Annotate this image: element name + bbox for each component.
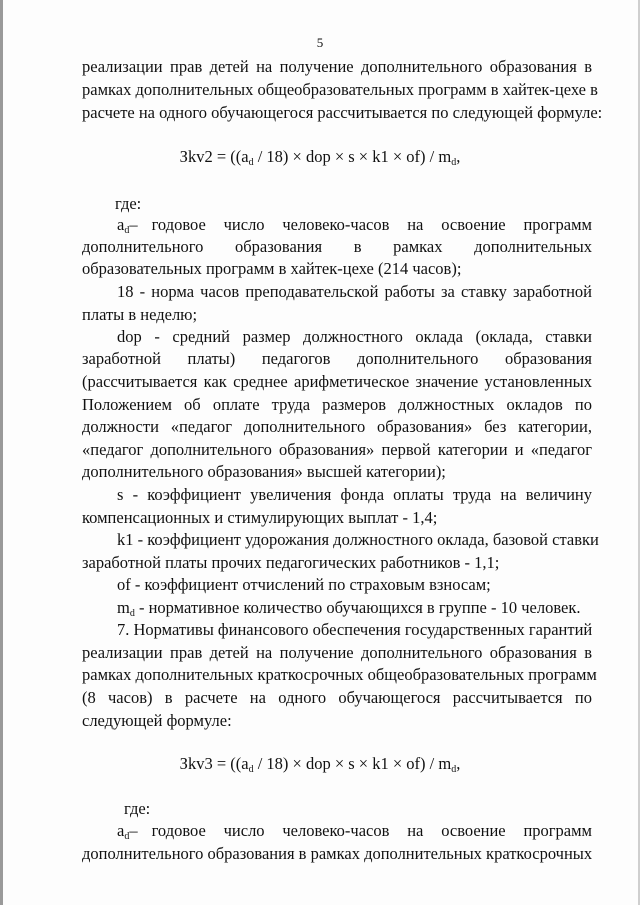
formula-zkv2-end: , (456, 147, 461, 166)
dash: – (129, 215, 138, 234)
text-line: дополнительного образования в рамках дополнительных (82, 237, 592, 256)
definition-ad-text: годовое число человеко-часов на освоение программ (151, 821, 592, 840)
text-line: компенсационных и стимулирующих выплат - 1,4; (82, 508, 438, 527)
definition-18: 18 - норма часов преподавательской работы за ставку заработной (117, 282, 592, 301)
text-line: дополнительного образования» высшей категории); (82, 462, 446, 481)
definition-of: of - коэффициент отчислений по страховым взносам; (117, 575, 491, 594)
formula-zkv3-sub-a: d (248, 764, 254, 775)
formula-zkv2-sub-a: d (248, 157, 254, 168)
text-line: заработной платы прочих педагогических работников - 1,1; (82, 553, 500, 572)
text-line: рамках дополнительных общеобразовательных программ в хайтек-цехе в (82, 80, 598, 99)
formula-zkv2-sub-m: d (451, 157, 457, 168)
symbol-ad: $a_d$ (117, 821, 130, 842)
definition-ad-2 (117, 820, 592, 842)
text-line: реализации прав детей на получение дополнительного образования в (82, 57, 592, 76)
text-line: реализации прав детей на получение дополнительного образования в (82, 643, 592, 662)
definition-md-text: - нормативное количество обучающихся в группе - 10 человек. (138, 598, 581, 617)
formula-zkv2 (0, 146, 640, 168)
page-number: 5 (316, 35, 324, 50)
definition-s: s - коэффициент увеличения фонда оплаты труда на величину (117, 485, 592, 504)
symbol-md-sub: d (129, 608, 135, 619)
formula-zkv3 (0, 753, 640, 775)
definition-ad-text: годовое число человеко-часов на освоение программ (151, 215, 592, 234)
text-line: (рассчитывается как среднее арифметическое значение установленных (82, 372, 592, 391)
text-line: следующей формуле: (82, 711, 232, 730)
text-line: образовательных программ в хайтек-цехе (214 часов); (82, 259, 462, 278)
text-line: рамках дополнительных краткосрочных общеобразовательных программ (82, 665, 597, 684)
text-line: Положением об оплате труда размеров должностных окладов по (82, 395, 592, 414)
definition-k1: k1 - коэффициент удорожания должностного оклада, базовой ставки (117, 530, 599, 549)
text-line: платы в неделю; (82, 305, 198, 324)
definition-ad (117, 214, 592, 236)
dash: – (129, 821, 138, 840)
text-line: должности «педагог дополнительного образования» без категории, (82, 417, 592, 436)
definition-md (117, 597, 592, 619)
symbol-ad: $a_d$ (117, 215, 130, 236)
symbol-md: m (117, 598, 130, 617)
formula-zkv2-lhs: Зkv2 = ((a (179, 147, 249, 166)
formula-zkv3-body: / 18) × dop × s × k1 × of) / m (253, 754, 452, 773)
where-label: где: (115, 194, 142, 213)
formula-zkv3-end: , (456, 754, 461, 773)
text-line: (8 часов) в расчете на одного обучающегося рассчитывается по (82, 688, 592, 707)
paragraph-7: 7. Нормативы финансового обеспечения государственных гарантий (117, 620, 593, 639)
text-line: «педагог дополнительного образования» первой категории и «педагог (82, 440, 592, 459)
text-line: заработной платы) педагогов дополнительного образования (82, 349, 592, 368)
formula-zkv3-sub-m: d (451, 764, 457, 775)
where-label-2: где: (124, 799, 151, 818)
text-line: расчете на одного обучающегося рассчитывается по следующей формуле: (82, 103, 603, 122)
text-line: дополнительного образования в рамках дополнительных краткосрочных (82, 844, 593, 863)
formula-zkv3-lhs: Зkv3 = ((a (179, 754, 249, 773)
definition-dop: dop - средний размер должностного оклада (оклада, ставки (117, 327, 592, 346)
formula-zkv2-body: / 18) × dop × s × k1 × of) / m (253, 147, 452, 166)
